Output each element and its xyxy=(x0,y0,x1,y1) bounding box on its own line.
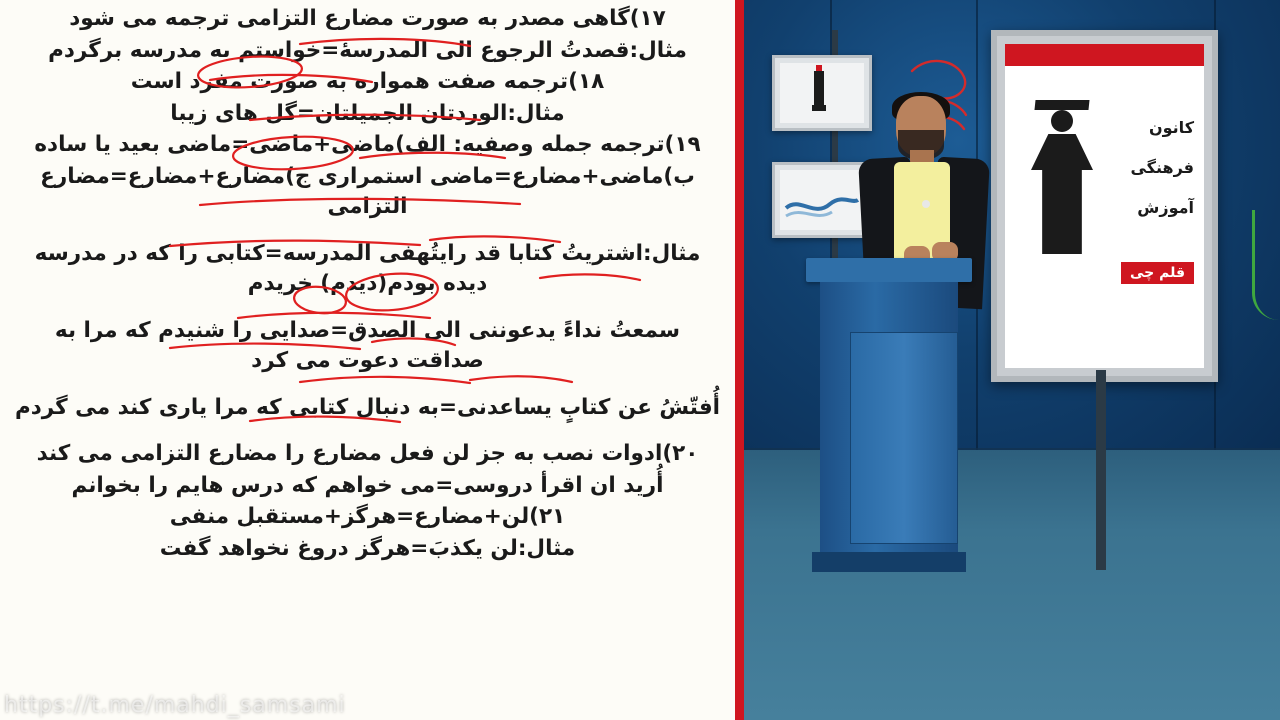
note-line: ۱۷)گاهی مصدر به صورت مضارع التزامی ترجمه می شود xyxy=(69,6,666,31)
note-line: ۲۱)لن+مضارع=هرگز+مستقبل منفی xyxy=(169,504,566,530)
kanoon-poster-frame xyxy=(991,30,1218,382)
note-line: ۱۹)ترجمه جمله وصفیه: الف)ماضی+ماضی=ماضی بعید یا ساده xyxy=(34,132,701,158)
podium-front-panel xyxy=(850,332,958,544)
note-spacer xyxy=(14,224,721,238)
note-line: سمعتُ نداءً یدعوننی الی الصدق=صدایی را شنیدم که مرا به صداقت دعوت می کرد xyxy=(54,317,681,374)
green-cable xyxy=(1252,210,1279,320)
channel-watermark: https://t.me/mahdi_samsami xyxy=(4,693,346,718)
podium xyxy=(806,258,972,588)
note-line: أُرید ان اقرأ دروسی=می خواهم که درس هایم را بخوانم xyxy=(71,472,664,498)
poster-line-2: فرهنگی xyxy=(1130,158,1194,177)
podium-body xyxy=(820,282,958,552)
note-line: مثال:لن یکذبَ=هرگز دروغ نخواهد گفت xyxy=(159,535,576,561)
kanoon-poster xyxy=(1005,44,1204,368)
graduate-cap-icon xyxy=(1034,100,1089,110)
poster-line-1: کانون xyxy=(1148,118,1194,137)
presenter-badge xyxy=(922,200,930,208)
note-line: ب)ماضی+مضارع=ماضی استمراری ج)مضارع+مضارع=مضارع التزامی xyxy=(40,163,695,220)
note-line: ۲۰)ادوات نصب به جز لن فعل مضارع را مضارع التزامی می کند xyxy=(36,441,699,467)
note-line: أُفتّشُ عن کتابٍ یساعدنی=به دنبال کتابی که مرا یاری کند می گردم xyxy=(14,394,721,420)
note-line: مثال:قصدتُ الرجوع الی المدرسهٔ=خواستم به مدرسه برگردم xyxy=(48,37,687,63)
notes-text-body xyxy=(0,0,735,564)
graduate-body-icon xyxy=(1031,134,1093,254)
poster-top-bar xyxy=(1005,44,1204,66)
poster-content xyxy=(1005,66,1204,368)
panel-divider xyxy=(735,0,744,720)
studio-video-feed xyxy=(744,0,1280,720)
podium-top xyxy=(806,258,972,282)
note-spacer xyxy=(14,424,721,438)
poster-stand-pole xyxy=(1096,370,1106,570)
note-line: مثال:اشتریتُ کتابا قد رایتُهفی المدرسه=کتابی را که در مدرسه دیده بودم(دیدم) خریدم xyxy=(34,240,701,297)
kanoon-logo: قلم چی xyxy=(1121,262,1194,284)
podium-base xyxy=(812,552,966,572)
note-line: مثال:الوردتان الجمیلتان=گل های زیبا xyxy=(170,100,565,126)
note-line: ۱۸)ترجمه صفت همواره به صورت مفرد است xyxy=(130,69,605,95)
note-spacer xyxy=(14,301,721,315)
graduate-head-icon xyxy=(1051,110,1073,132)
note-spacer xyxy=(14,378,721,392)
poster-line-3: آموزش xyxy=(1137,198,1194,217)
